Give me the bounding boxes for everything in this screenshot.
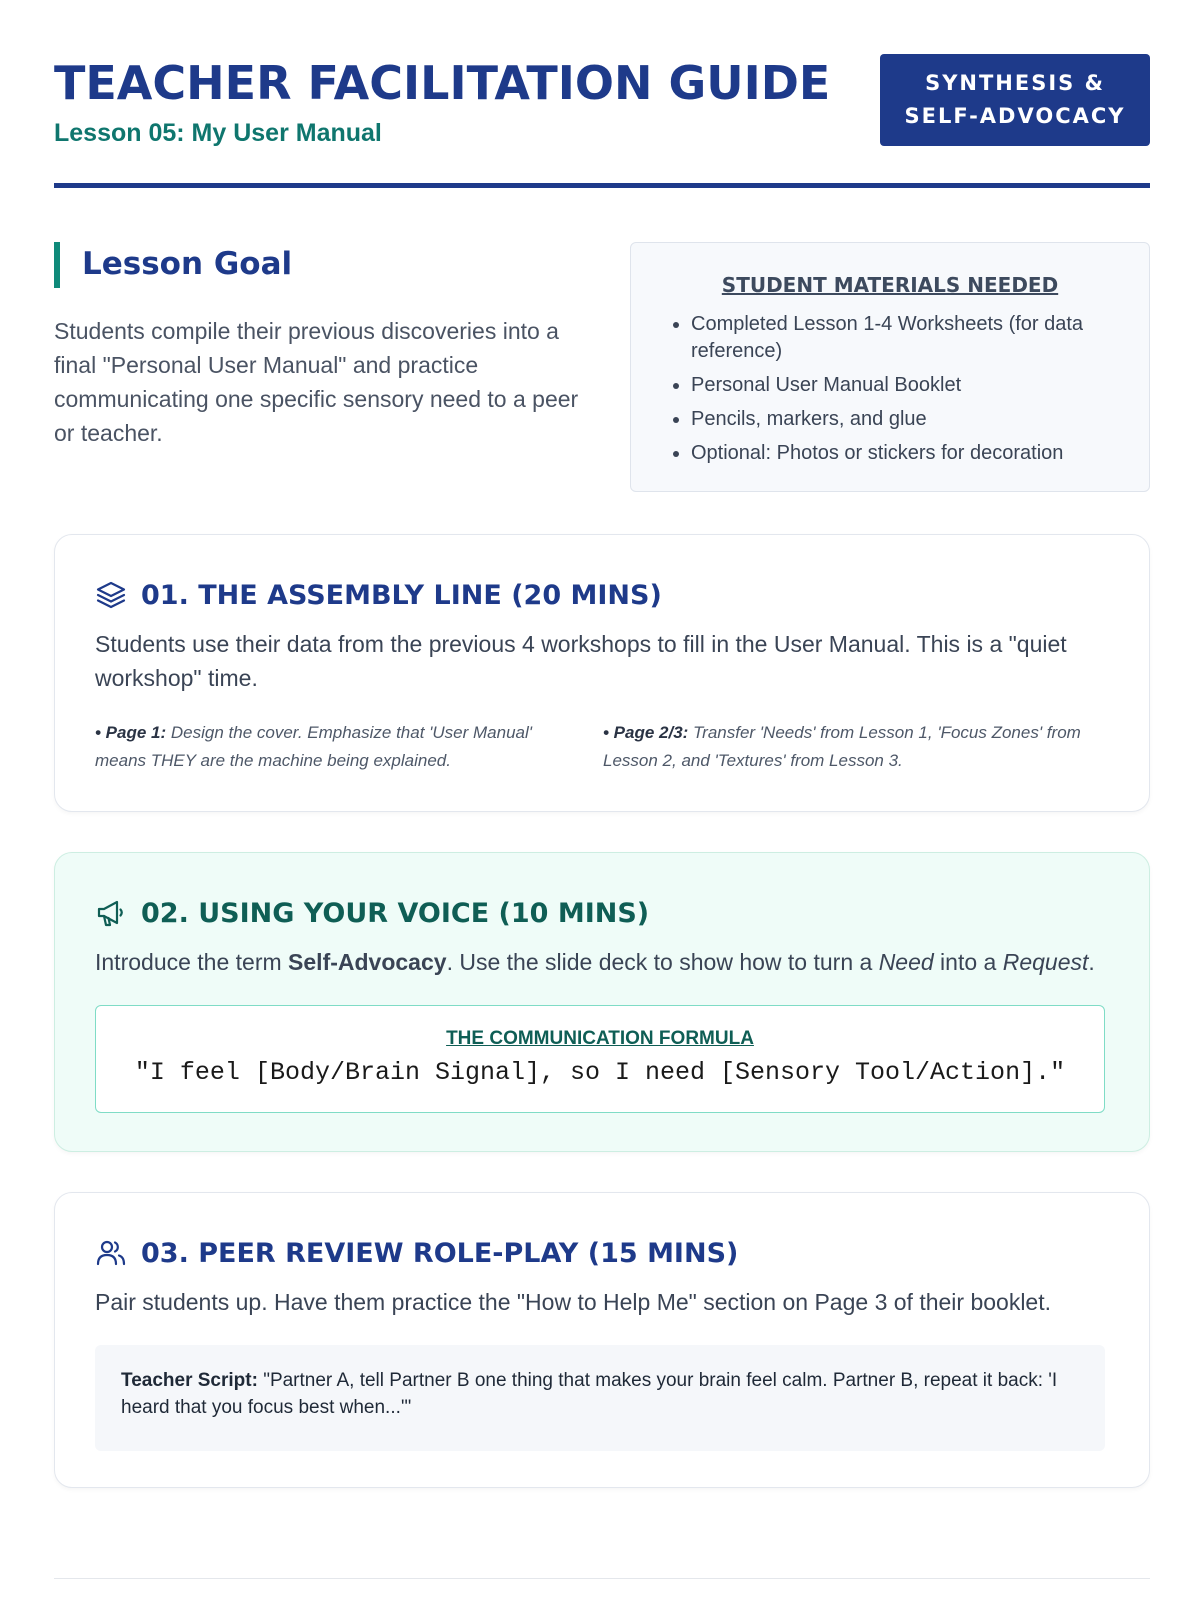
section-title: 02. USING YOUR VOICE (10 MINS) <box>141 897 650 929</box>
emphasis-term: Request <box>1002 949 1089 975</box>
materials-item: • Pencils, markers, and glue <box>691 406 1121 433</box>
text-part: into a <box>933 949 1003 975</box>
lesson-goal-text: Students compile their previous discoveries into a final "Personal User Manual" and practice communicating one specific sensory need to a peer or teacher. <box>54 318 579 446</box>
materials-title: STUDENT MATERIALS NEEDED <box>721 273 1059 297</box>
materials-box <box>630 242 1150 492</box>
key-term: Self-Advocacy <box>288 949 447 975</box>
section-text: Students use their data from the previous 4 workshops to fill in the User Manual. This is a "quiet workshop" time. <box>95 631 1067 691</box>
text-part: . <box>1088 949 1095 975</box>
section-text <box>95 945 1105 979</box>
page-header <box>54 52 1150 188</box>
note-text: Design the cover. Emphasize that 'User Manual' means THEY are the machine being explained. <box>95 723 533 770</box>
section-header <box>95 893 649 933</box>
divider <box>54 1578 1150 1579</box>
script-text: "Partner A, tell Partner B one thing that makes your brain feel calm. Partner B, repeat it back: 'I heard that you focus best when...'" <box>121 1370 1058 1418</box>
layers-icon <box>95 578 129 612</box>
note-page-2-3 <box>603 719 1093 775</box>
emphasis-term: Need <box>878 949 934 975</box>
section-text: Pair students up. Have them practice the "How to Help Me" section on Page 3 of their booklet. <box>95 1289 1052 1315</box>
note-label: • Page 1: <box>95 723 167 742</box>
badge-line-1: SYNTHESIS & <box>925 71 1105 95</box>
note-label: • Page 2/3: <box>603 723 689 742</box>
formula-label: THE COMMUNICATION FORMULA <box>446 1028 754 1049</box>
section-title: 03. PEER REVIEW ROLE-PLAY (15 MINS) <box>141 1237 739 1269</box>
section-header <box>95 575 662 615</box>
section-title: 01. THE ASSEMBLY LINE (20 MINS) <box>141 579 662 611</box>
badge-line-2: SELF-ADVOCACY <box>904 104 1126 128</box>
materials-item: • Personal User Manual Booklet <box>691 372 1121 399</box>
section-header <box>95 1233 738 1273</box>
page-title: TEACHER FACILITATION GUIDE <box>54 56 831 110</box>
section-using-your-voice <box>54 852 1150 1152</box>
communication-formula-box <box>95 1005 1105 1113</box>
note-page-1 <box>95 719 585 775</box>
users-icon <box>95 1236 129 1270</box>
materials-item: • Optional: Photos or stickers for decoration <box>691 440 1121 467</box>
section-assembly-line <box>54 534 1150 812</box>
text-part: Introduce the term <box>95 949 289 975</box>
section-peer-review <box>54 1192 1150 1488</box>
lesson-goal-heading: Lesson Goal <box>54 242 292 288</box>
theme-badge <box>880 54 1150 146</box>
megaphone-icon <box>95 896 129 930</box>
lesson-subtitle: Lesson 05: My User Manual <box>54 119 382 147</box>
teacher-script-box <box>95 1345 1105 1451</box>
formula-text: "I feel [Body/Brain Signal], so I need [Sensory Tool/Action]." <box>134 1058 1066 1087</box>
note-text: Transfer 'Needs' from Lesson 1, 'Focus Zones' from Lesson 2, and 'Textures' from Lesson 3. <box>603 723 1081 770</box>
materials-item: • Completed Lesson 1-4 Worksheets (for data reference) <box>691 311 1121 365</box>
script-label: Teacher Script: <box>121 1370 258 1391</box>
text-part: . Use the slide deck to show how to turn a <box>446 949 879 975</box>
materials-list <box>691 311 1121 474</box>
